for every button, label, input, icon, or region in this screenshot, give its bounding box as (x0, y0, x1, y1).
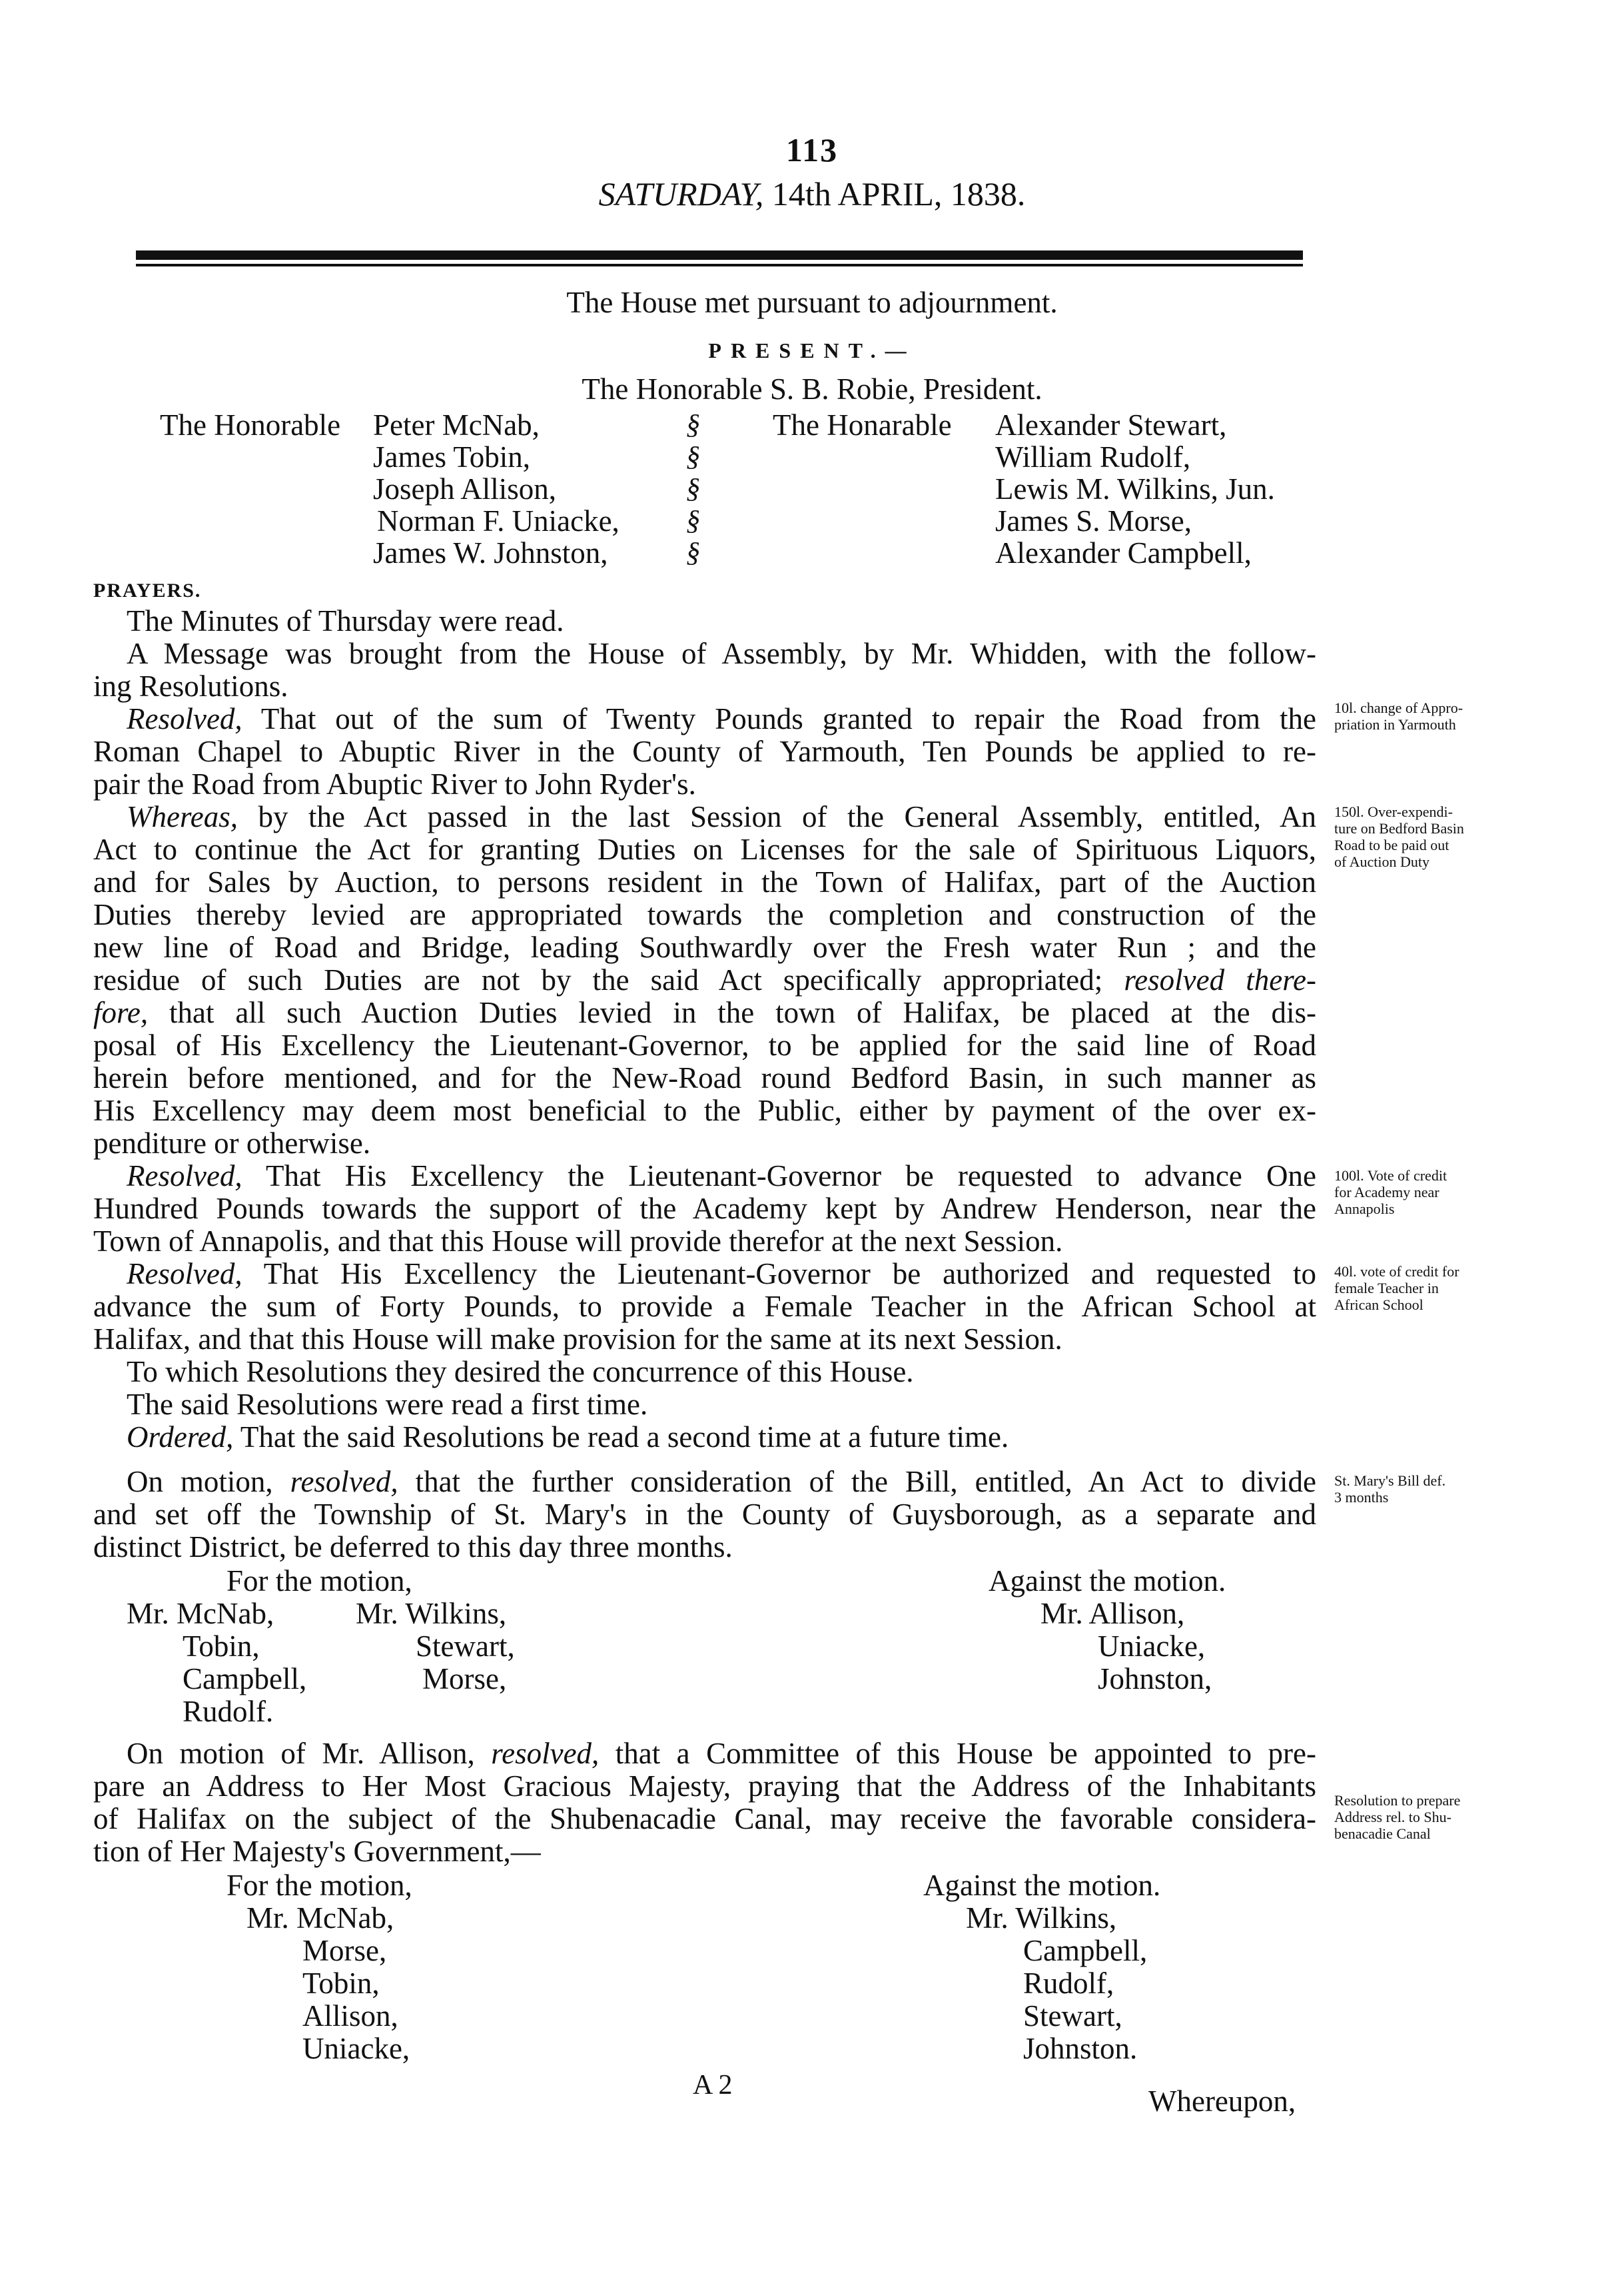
margin-note (1334, 1167, 1547, 1217)
vote-name: Uniacke, (1098, 1629, 1206, 1663)
vote-name: Tobin, (183, 1629, 260, 1663)
vote-against-label: Against the motion. (989, 1564, 1226, 1598)
resolution-4-line: advance the sum of Forty Pounds, to provide a Female Teacher in the African School at (93, 1290, 1316, 1323)
member-left: James W. Johnston, (373, 536, 608, 570)
vote-name: Mr. Wilkins, (966, 1901, 1117, 1935)
section-mark: § (686, 538, 700, 568)
resolution-text: that all such Auction Duties levied in the town of Halifax, be placed at the dis- (148, 996, 1316, 1029)
vote-name: Mr. Allison, (1040, 1597, 1185, 1630)
motion-text: On motion, (127, 1465, 290, 1498)
motion-1-line: and set off the Township of St. Mary's in the County of Guysborough, as a separate and (93, 1498, 1316, 1531)
motion-2-line (127, 1737, 1316, 1770)
margin-note-line: Annapolis (1334, 1200, 1395, 1217)
motion-2-line: of Halifax on the subject of the Shubenacadie Canal, may receive the favorable considera- (93, 1802, 1316, 1835)
vote-name: Rudolf, (1023, 1967, 1114, 2000)
vote-name: Morse, (302, 1934, 387, 1967)
margin-note (1334, 1472, 1547, 1506)
member-right: James S. Morse, (995, 504, 1192, 538)
motion-2-line: tion of Her Majesty's Government,— (93, 1835, 541, 1868)
vote-name: Stewart, (416, 1629, 515, 1663)
message-line: A Message was brought from the House of Assembly, by Mr. Whidden, with the follow- (127, 637, 1316, 670)
resolution-2-line (93, 997, 1316, 1029)
vote-name: Rudolf. (183, 1695, 274, 1728)
members-right-prefix: The Honarable (773, 408, 952, 442)
date-day: SATURDAY, (598, 175, 764, 213)
message-line: ing Resolutions. (93, 670, 288, 703)
resolved-word: resolved, (491, 1737, 600, 1770)
margin-note-line: St. Mary's Bill def. (1334, 1472, 1446, 1489)
margin-note (1334, 699, 1547, 733)
vote-name: Johnston. (1023, 2032, 1138, 2065)
header-rule-thin (136, 264, 1303, 266)
header-rule-thick (136, 250, 1303, 260)
margin-note-line: female Teacher in (1334, 1280, 1439, 1296)
margin-note (1334, 803, 1547, 870)
ordered-line (127, 1421, 1316, 1454)
vote-name: Tobin, (302, 1967, 380, 2000)
resolved-word: Resolved, (127, 702, 242, 735)
margin-note-line: 10l. change of Appro- (1334, 699, 1463, 716)
vote-name: Allison, (302, 1999, 398, 2033)
resolution-text: residue of such Duties are not by the said Act specifically appropriated; (93, 963, 1103, 997)
resolution-2-line (127, 801, 1316, 833)
motion-text: that the further consideration of the Bill, entitled, An Act to divide (398, 1465, 1316, 1498)
vote-for-label: For the motion, (226, 1564, 412, 1598)
president-line: The Honorable S. B. Robie, President. (582, 372, 1042, 406)
resolution-1-line (127, 703, 1316, 735)
resolution-text: That His Excellency the Lieutenant-Governor be authorized and requested to (242, 1257, 1316, 1290)
margin-note (1334, 1792, 1547, 1842)
catchword: Whereupon, (1148, 2084, 1296, 2118)
vote-name: Campbell, (183, 1662, 307, 1695)
page-number: 113 (785, 131, 839, 169)
motion-2-line: pare an Address to Her Most Gracious Majesty, praying that the Address of the Inhabitants (93, 1769, 1316, 1803)
signature-mark: A 2 (693, 2070, 733, 2100)
session-date (0, 175, 1624, 213)
resolved-word: Resolved, (127, 1257, 242, 1290)
resolution-2-line (93, 964, 1316, 997)
resolution-4-line (127, 1258, 1316, 1290)
vote-name: Mr. Wilkins, (356, 1597, 507, 1630)
vote-against-label: Against the motion. (923, 1869, 1161, 1902)
resolution-2-line: Duties thereby levied are appropriated towards the completion and construction of the (93, 898, 1316, 931)
motion-text: On motion of Mr. Allison, (127, 1737, 492, 1770)
resolution-text: That His Excellency the Lieutenant-Governor be requested to advance One (242, 1159, 1316, 1192)
prayers-heading: PRAYERS. (93, 580, 202, 602)
present-heading: PRESENT.— (708, 338, 916, 362)
motion-1-line: distinct District, be deferred to this day three months. (93, 1530, 733, 1564)
section-mark: § (686, 506, 700, 536)
margin-note-line: Road to be paid out (1334, 837, 1449, 853)
minutes-read: The Minutes of Thursday were read. (127, 604, 564, 638)
member-right: Alexander Stewart, (995, 408, 1227, 442)
resolution-2-line: His Excellency may deem most beneficial to the Public, either by payment of the over ex- (93, 1094, 1316, 1127)
resolution-2-line: herein before mentioned, and for the New-Road round Bedford Basin, in such manner as (93, 1061, 1316, 1095)
member-left: Joseph Allison, (373, 472, 557, 506)
vote-name: Mr. McNab, (246, 1901, 394, 1935)
resolution-text: by the Act passed in the last Session of the General Assembly, entitled, An (238, 800, 1316, 833)
resolution-1-line: Roman Chapel to Abuptic River in the County of Yarmouth, Ten Pounds be applied to re- (93, 735, 1316, 768)
member-left: James Tobin, (373, 440, 531, 474)
resolution-2-line: new line of Road and Bridge, leading Southwardly over the Fresh water Run ; and the (93, 931, 1316, 964)
first-reading-line: The said Resolutions were read a first time. (127, 1388, 648, 1421)
concurrence-line: To which Resolutions they desired the concurrence of this House. (127, 1355, 914, 1388)
vote-name: Uniacke, (302, 2032, 410, 2065)
ordered-word: Ordered, (127, 1420, 234, 1454)
resolved-word: Resolved, (127, 1159, 242, 1192)
section-mark: § (686, 410, 700, 440)
margin-note-line: African School (1334, 1296, 1423, 1313)
resolution-2-line: posal of His Excellency the Lieutenant-Governor, to be applied for the said line of Road (93, 1029, 1316, 1062)
margin-note-line: 150l. Over-expendi- (1334, 803, 1453, 820)
vote-name: Mr. McNab, (127, 1597, 274, 1630)
margin-note-line: Resolution to prepare (1334, 1792, 1461, 1809)
margin-note-line: Address rel. to Shu- (1334, 1809, 1451, 1825)
vote-name: Campbell, (1023, 1934, 1148, 1967)
section-mark: § (686, 474, 700, 504)
member-right: Lewis M. Wilkins, Jun. (995, 472, 1275, 506)
resolution-2-line: penditure or otherwise. (93, 1127, 371, 1160)
margin-note-line: benacadie Canal (1334, 1825, 1431, 1842)
resolution-2-line: Act to continue the Act for granting Duties on Licenses for the sale of Spirituous Liquors, (93, 833, 1316, 866)
margin-note-line: ture on Bedford Basin (1334, 820, 1464, 837)
members-left-prefix: The Honorable (160, 408, 341, 442)
resolution-3-line: Town of Annapolis, and that this House will provide therefor at the next Session. (93, 1224, 1063, 1258)
resolution-1-line: pair the Road from Abuptic River to John Ryder's. (93, 767, 696, 801)
resolved-word: fore, (93, 996, 149, 1029)
vote-name: Johnston, (1098, 1662, 1212, 1695)
member-right: William Rudolf, (995, 440, 1191, 474)
section-mark: § (686, 442, 700, 472)
meeting-statement: The House met pursuant to adjournment. (566, 286, 1058, 319)
resolved-word: resolved there- (1102, 963, 1316, 997)
margin-note-line: 3 months (1334, 1489, 1389, 1506)
resolution-3-line (127, 1160, 1316, 1192)
margin-note-line: 100l. Vote of credit (1334, 1167, 1447, 1184)
margin-note-line: 40l. vote of credit for (1334, 1263, 1459, 1280)
vote-name: Stewart, (1023, 1999, 1122, 2033)
vote-for-label: For the motion, (226, 1869, 412, 1902)
resolution-2-line: and for Sales by Auction, to persons resident in the Town of Halifax, part of the Auction (93, 865, 1316, 899)
date-rest: 14th APRIL, 1838. (763, 175, 1026, 213)
ordered-text: That the said Resolutions be read a second time at a future time. (233, 1420, 1009, 1454)
resolution-text: That out of the sum of Twenty Pounds granted to repair the Road from the (242, 702, 1316, 735)
member-right: Alexander Campbell, (995, 536, 1252, 570)
member-left: Norman F. Uniacke, (377, 504, 619, 538)
margin-note-line: for Academy near (1334, 1184, 1439, 1200)
motion-text: that a Committee of this House be appointed to pre- (599, 1737, 1317, 1770)
resolved-word: resolved, (290, 1465, 398, 1498)
member-left: Peter McNab, (373, 408, 540, 442)
margin-note-line: of Auction Duty (1334, 853, 1429, 870)
margin-note (1334, 1263, 1547, 1313)
resolution-3-line: Hundred Pounds towards the support of the Academy kept by Andrew Henderson, near the (93, 1192, 1316, 1225)
whereas-word: Whereas, (127, 800, 238, 833)
margin-note-line: priation in Yarmouth (1334, 716, 1456, 733)
vote-name: Morse, (422, 1662, 507, 1695)
motion-1-line (127, 1466, 1316, 1498)
resolution-4-line: Halifax, and that this House will make provision for the same at its next Session. (93, 1322, 1062, 1356)
